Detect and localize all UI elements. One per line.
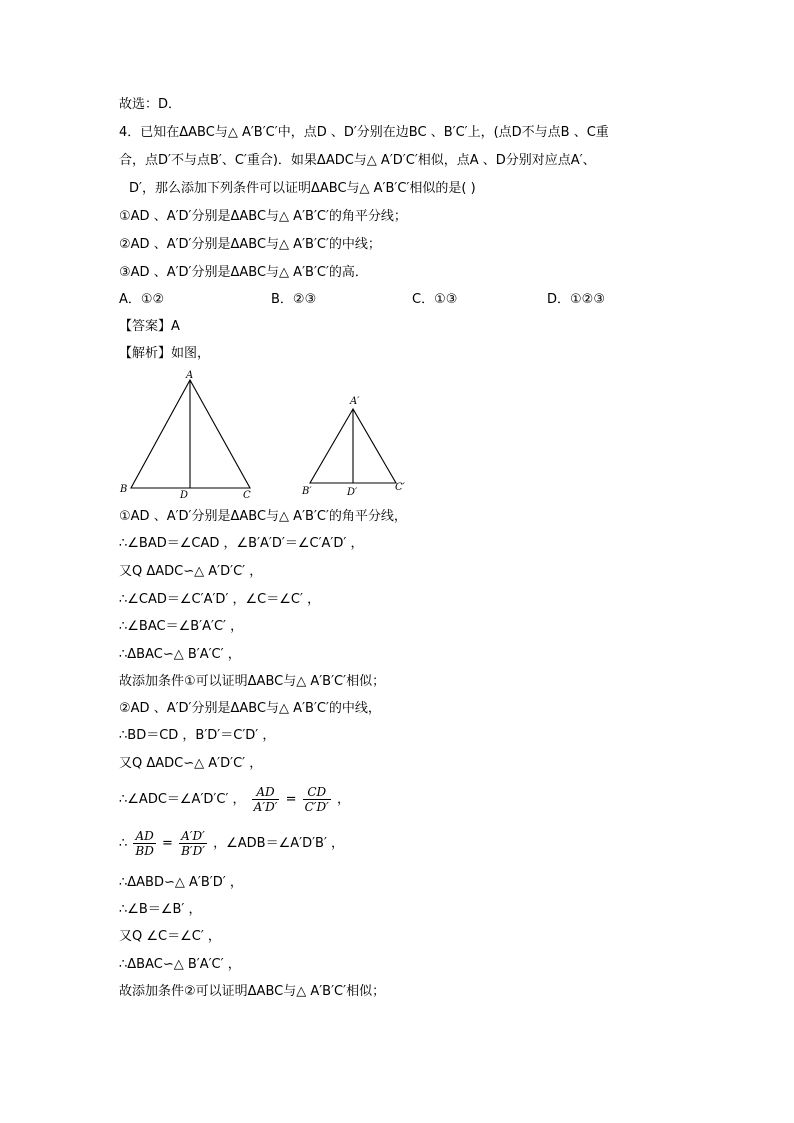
proof2-line-6: ∴ΔABD∽△ A′B′D′ ， [119, 875, 243, 890]
proof1-line-1: ①AD 、A′D′分别是ΔABC与△ A′B′C′的角平分线， [119, 509, 407, 524]
label-c: C [243, 490, 251, 501]
fraction-denominator: B′D′ [181, 844, 205, 858]
triangle-abc [119, 370, 251, 501]
triangle-figure [115, 366, 415, 502]
proof2-line-1: ②AD 、A′D′分别是ΔABC与△ A′B′C′的中线， [119, 701, 381, 716]
fraction-a-prime-d-prime-over-b-prime-d-prime [179, 829, 207, 858]
proof2-line-4-text: ∴∠ADC＝∠A′D′C′ ， [119, 792, 246, 807]
label-d: D [180, 490, 189, 501]
fraction-denominator: C′D′ [304, 800, 329, 814]
proof1-conclusion: 故添加条件①可以证明ΔABC与△ A′B′C′相似； [119, 674, 386, 689]
proof2-line-9: ∴ΔBAC∽△ B′A′C′ ， [119, 957, 241, 972]
question-4-line-2: 合，点D′不与点B′、C′重合)．如果ΔADC与△ A′D′C′相似，点A 、D分别对应点A′、 [119, 153, 596, 168]
equals-sign: = [285, 792, 297, 807]
answer-line-prev: 故选：D． [119, 97, 182, 112]
label-a-prime: A′ [350, 396, 360, 407]
label-d-prime: D′ [347, 487, 358, 498]
fraction-denominator: BD [135, 844, 154, 858]
label-a: A [186, 370, 194, 381]
proof2-line-8: 又Q ∠C＝∠C′ ， [119, 929, 221, 944]
proof2-line-4 [119, 784, 350, 816]
fraction-ad-over-bd [133, 829, 155, 858]
option-d: D．①②③ [547, 292, 605, 307]
condition-1: ①AD 、A′D′分别是ΔABC与△ A′B′C′的角平分线； [119, 209, 407, 224]
proof2-line-2: ∴BD＝CD ，B′D′＝C′D′ ， [119, 728, 276, 743]
proof1-line-5: ∴∠BAC＝∠B′A′C′ ， [119, 619, 244, 634]
label-c-prime: C′ [395, 482, 405, 493]
fraction-numerator: AD [252, 785, 280, 800]
proof2-line-7: ∴∠B＝∠B′ ， [119, 902, 202, 917]
option-a: A．①② [119, 292, 165, 307]
fraction-numerator: AD [133, 829, 155, 844]
fraction-numerator: A′D′ [179, 829, 207, 844]
proof2-conclusion: 故添加条件②可以证明ΔABC与△ A′B′C′相似； [119, 984, 386, 999]
analysis-label: 【解析】如图， [119, 346, 211, 361]
option-b: B．②③ [271, 292, 317, 307]
label-b: B [120, 484, 128, 495]
fraction-denominator: A′D′ [253, 800, 278, 814]
question-4-line-1: 4．已知在ΔABC与△ A′B′C′中，点D 、D′分别在边BC 、B′C′上，(点D不与点B 、C重 [119, 125, 609, 140]
proof2-line-5 [119, 828, 344, 860]
proof1-line-3: 又Q ΔADC∽△ A′D′C′ ， [119, 564, 263, 579]
fraction-numerator: CD [303, 785, 331, 800]
fraction-cd-over-c-prime-d-prime [303, 785, 331, 814]
proof1-line-6: ∴ΔBAC∽△ B′A′C′ ， [119, 647, 241, 662]
therefore-symbol: ∴ [119, 836, 128, 851]
fraction-ad-over-a-prime-d-prime [252, 785, 280, 814]
option-c: C．①③ [412, 292, 458, 307]
proof1-line-2: ∴∠BAD＝∠CAD ，∠B′A′D′＝∠C′A′D′ ， [119, 536, 364, 551]
question-4-line-3: D′，那么添加下列条件可以证明ΔABC与△ A′B′C′相似的是( ) [129, 181, 476, 196]
answer-label: 【答案】A [119, 319, 180, 334]
proof2-line-5-tail: ，∠ADB＝∠A′D′B′ ， [213, 836, 345, 851]
proof1-line-4: ∴∠CAD＝∠C′A′D′ ，∠C＝∠C′ ， [119, 592, 321, 607]
proof2-line-4-tail: ， [337, 792, 351, 807]
equals-sign: = [162, 836, 173, 851]
triangle-abc-prime [301, 396, 406, 498]
label-b-prime: B′ [302, 486, 312, 497]
condition-2: ②AD 、A′D′分别是ΔABC与△ A′B′C′的中线； [119, 237, 381, 252]
proof2-line-3: 又Q ΔADC∽△ A′D′C′ ， [119, 756, 263, 771]
condition-3: ③AD 、A′D′分别是ΔABC与△ A′B′C′的高． [119, 265, 368, 280]
